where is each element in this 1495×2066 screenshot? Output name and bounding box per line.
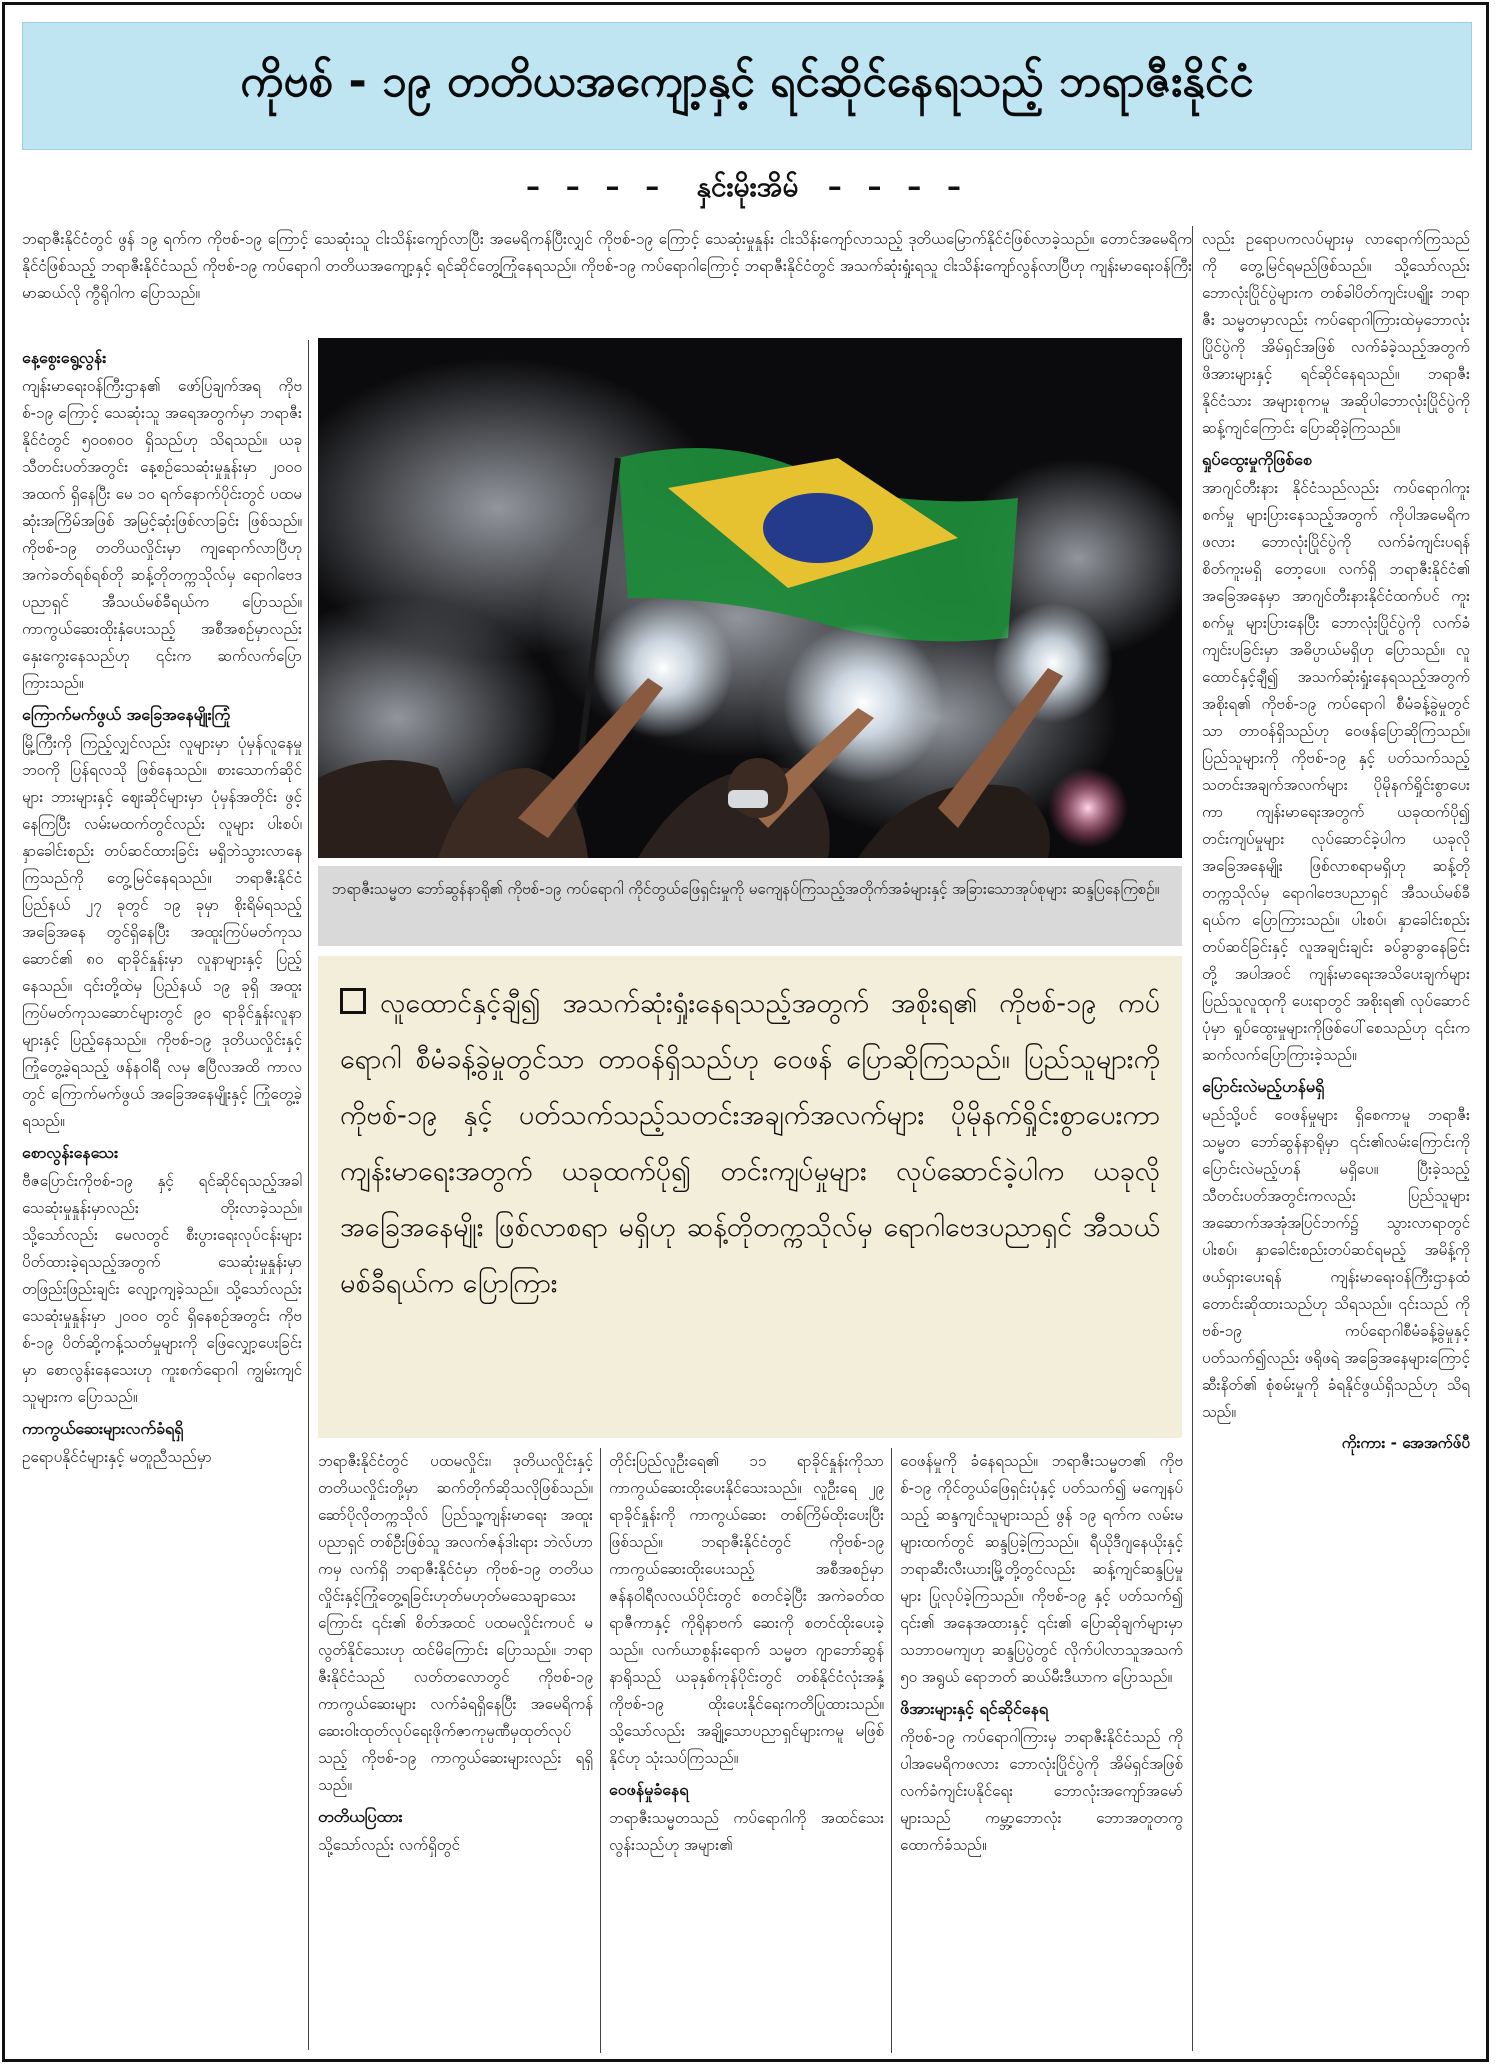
pull-quote <box>318 956 1182 1438</box>
article-paragraph: ဗီဇပြောင်းကိုဗစ်-၁၉ နှင့် ရင်ဆိုင်ရသည့်အခါ သေဆုံးမှုနှုန်းမှာလည်း တိုးလာခဲ့သည်။ သို့သော်လည်း မေလတွင် စီးပွားရေးလုပ်ငန်းများ ပိတ်ထားခဲ့ရသည့်အတွက် သေဆုံးမှုနှုန်းမှာ တဖြည်းဖြည်းချင်း လျော့ကျခဲ့သည်။ သို့သော်လည်း သေဆုံးမှုနှုန်းမှာ ၂၀၀၀ တွင် ရှိနေစဉ်အတွင်း ကိုဗစ်-၁၉ ပိတ်ဆို့ကန့်သတ်မှုများကို ဖြေလျှော့ပေးခြင်းမှာ စောလွန်းနေသေးဟု ကူးစက်ရောဂါ ကျွမ်းကျင်သူများက ပြောသည်။ <box>22 1172 302 1406</box>
protest-flares-image <box>318 338 1182 858</box>
section-heading: တတိယပြထား <box>318 1807 403 1826</box>
pull-quote-text: လူထောင်နှင့်ချီ၍ အသက်ဆုံးရှုံးနေရသည့်အတွက် အစိုးရ၏ ကိုဗစ်-၁၉ ကပ်ရောဂါ စီမံခန့်ခွဲမှုတွင်သာ တာဝန်ရှိသည်ဟု ဝေဖန် ပြောဆိုကြသည်။ ပြည်သူများကို ကိုဗစ်-၁၉ နှင့် ပတ်သက်သည့်သတင်းအချက်အလက်များ ပိုမိုနက်ရှိုင်းစွာပေးကာ ကျန်းမာရေးအတွက် ယခုထက်ပို၍ တင်းကျပ်မှုများ လုပ်ဆောင်ခဲ့ပါက ယခုလို အခြေအနေမျိုး ဖြစ်လာစရာ မရှိဟု ဆန့်တိုတက္ကသိုလ်မှ ရောဂါဗေဒပညာရှင် အီသယ်မစ်ခီရယ်က ပြောကြား <box>340 988 1160 1299</box>
byline-author: နှင်းမိုးအိမ် <box>696 170 799 203</box>
article-paragraph: သို့သော်လည်း လက်ရှိတွင် <box>318 1836 460 1854</box>
section-heading: ရှုပ်ထွေးမှုကိုဖြစ်စေ <box>1202 450 1312 469</box>
section-heading: စောလွန်းနေသေး <box>22 1143 119 1162</box>
byline <box>0 168 1495 210</box>
article-paragraph: မည်သို့ပင် ဝေဖန်မှုများ ရှိစေကာမူ ဘရာဇီးသမ္မတ ဘော်ဆွန်နာရိုမှာ ၎င်း၏လမ်းကြောင်းကို ပြောင်းလဲမည့်ဟန် မရှိပေ။ ပြီးခဲ့သည့် သီတင်းပတ်အတွင်းကလည်း ပြည်သူများ အဆောက်အအုံအပြင်ဘက်၌ သွားလာရာတွင် ပါးစပ်၊ နှာခေါင်းစည်းတပ်ဆင်ရမည့် အမိန့်ကို ဖယ်ရှားပေးရန် ကျန်းမာရေးဝန်ကြီးဌာနထံ တောင်းဆိုထားသည်ဟု သိရသည်။ ၎င်းသည် ကိုဗစ်-၁၉ ကပ်ရောဂါစီမံခန့်ခွဲမှုနှင့် ပတ်သက်၍လည်း ဖရိုဖရဲ အခြေအနေများကြောင့် ဆီးနိတ်၏ စုံစမ်းမှုကို ခံရနိုင်ဖွယ်ရှိသည်ဟု သိရသည်။ <box>1202 1106 1470 1421</box>
section-heading: ပြောင်းလဲမည့်ဟန်မရှိ <box>1202 1077 1325 1096</box>
protest-photo <box>318 338 1182 858</box>
section-heading: ဖိအားများနှင့် ရင်ဆိုင်နေရ <box>900 1699 1049 1718</box>
bottom-column-1 <box>318 1448 593 2053</box>
left-column <box>22 340 302 2050</box>
article-paragraph: ကိုဗစ်-၁၉ ကပ်ရောဂါကြားမှ ဘရာဇီးနိုင်ငံသည် ကိုပါအမေရိကဖလား ဘောလုံးပြိုင်ပွဲကို အိမ်ရှင်အဖြစ် လက်ခံကျင်းပနိုင်ရေး ဘောလုံးအကျော်အမော်များသည် ကမ္ဘာ့ဘောလုံး ဘောအတူတကွ ထောက်ခံသည်။ <box>900 1728 1183 1854</box>
column-divider <box>308 340 309 2050</box>
intro-text: ဘရာဇီးနိုင်ငံတွင် ဖွန် ၁၉ ရက်က ကိုဗစ်-၁၉ ကြောင့် သေဆုံးသူ ငါးသိန်းကျော်လာပြီး အမေရိကန်ပြီးလျှင် ကိုဗစ်-၁၉ ကြောင့် သေဆုံးမှုနှုန်း ငါးသိန်းကျော်လာသည့် ဒုတိယမြောက်နိုင်ငံဖြစ်လာခဲ့သည်။ တောင်အမေရိကနိုင်ငံဖြစ်သည့် ဘရာဇီးနိုင်ငံသည် ကိုဗစ်-၁၉ ကပ်ရောဂါ တတိယအကျော့နှင့် ရင်ဆိုင်တွေ့ကြုံနေရသည်။ ကိုဗစ်-၁၉ ကပ်ရောဂါကြောင့် ဘရာဇီးနိုင်ငံတွင် အသက်ဆုံးရှုံးရသူ ငါးသိန်းကျော်လွန်လာပြီဟု ကျန်းမာရေးဝန်ကြီး မာဆယ်လို ကွီရိုဂါက ပြောသည်။ <box>22 230 1192 302</box>
photo-caption-text: ဘရာဇီးသမ္မတ ဘော်ဆွန်နာရို၏ ကိုဗစ်-၁၉ ကပ်ရောဂါ ကိုင်တွယ်ဖြေရှင်းမှုကို မကျေနပ်ကြသည့်အတိုက်အခံများနှင့် အခြားသောအုပ်စုများ ဆန္ဒပြနေကြစဉ်။ <box>332 880 1160 898</box>
article-paragraph: ဝေဖန်မှုကို ခံနေရသည်။ ဘရာဇီးသမ္မတ၏ ကိုဗစ်-၁၉ ကိုင်တွယ်ဖြေရှင်းပုံနှင့် ပတ်သက်၍ မကျေနပ်သည့် ဆန္ဒကျင်သူများသည် ဖွန် ၁၉ ရက်က လမ်းမများထက်တွင် ဆန္ဒပြခဲ့ကြသည်။ ရီယိုဒီဂျနေယိုးနှင့် ဘရာဆီးလီးယားမြို့တို့တွင်လည်း ဆန့်ကျင်ဆန္ဒပြမှုများ ပြုလုပ်ခဲ့ကြသည်။ ကိုဗစ်-၁၉ နှင့် ပတ်သက်၍ ၎င်း၏ အနေအထားနှင့် ၎င်း၏ ပြောဆိုချက်များမှာ သဘာဝမကျဟု ဆန္ဒပြပွဲတွင် လိုက်ပါလာသူအသက် ၅၀ အရွယ် ရောဘတ် ဆယ်မီးဒီယာက ပြောသည်။ <box>900 1452 1183 1686</box>
intro-paragraph <box>22 226 1192 336</box>
source-credit: ကိုးကား - အေအက်ဖ်ပီ <box>1341 1434 1470 1452</box>
column-divider <box>891 1448 892 2053</box>
photo-caption <box>318 866 1182 946</box>
section-heading: ဝေဖန်မှုခံနေရ <box>609 1780 689 1799</box>
bottom-column-2 <box>609 1448 884 2053</box>
byline-dashes-left: – – – – <box>526 170 668 203</box>
byline-dashes-right: – – – – <box>827 170 969 203</box>
section-heading: နေ့စွေးရွေ့လွန်း <box>22 348 107 367</box>
article-paragraph: အာဂျင်တီးနား နိုင်ငံသည်လည်း ကပ်ရောဂါကူးစက်မှု များပြားနေသည့်အတွက် ကိုပါအမေရိကဖလား ဘောလုံးပြိုင်ပွဲကို လက်ခံကျင်းပရန် စိတ်ကူးမရှိ တော့ပေ။ လက်ရှိ ဘရာဇီးနိုင်ငံ၏ အခြေအနေမှာ အာဂျင်တီးနားနိုင်ငံထက်ပင် ကူးစက်မှု များပြားနေပြီး ဘောလုံးပြိုင်ပွဲကို လက်ခံကျင်းပခြင်းမှာ အဓိပ္ပာယ်မရှိဟု ပြောသည်။ လူထောင်နှင့်ချီ၍ အသက်ဆုံးရှုံးနေရသည့်အတွက် အစိုးရ၏ ကိုဗစ်-၁၉ ကပ်ရောဂါ စီမံခန့်ခွဲမှုတွင်သာ တာဝန်ရှိသည်ဟု ဝေဖန်ပြောဆိုကြသည်။ ပြည်သူများကို ကိုဗစ်-၁၉ နှင့် ပတ်သက်သည့်သတင်းအချက်အလက်များ ပိုမိုနက်ရှိုင်းစွာပေးကာ ကျန်းမာရေးအတွက် ယခုထက်ပို၍ တင်းကျပ်မှုများ လုပ်ဆောင်ခဲ့ပါက ယခုလို အခြေအနေမျိုး ဖြစ်လာစရာမရှိဟု ဆန့်တိုတက္ကသိုလ်မှ ရောဂါဗေဒပညာရှင် အီသယ်မစ်ခီရယ်က ပြောကြားသည်။ ပါးစပ်၊ နှာခေါင်းစည်း တပ်ဆင်ခြင်းနှင့် လူအချင်းချင်း ခပ်ခွာခွာနေခြင်းတို့ အပါအဝင် ကျန်းမာရေးအသိပေးချက်များ ပြည်သူလူထုကို ပေးရာတွင် အစိုးရ၏ လုပ်ဆောင်ပုံမှာ ရှုပ်ထွေးမှုများကိုဖြစ်ပေါ်စေသည်ဟု ၎င်းက ဆက်လက်ပြောကြားခဲ့သည်။ <box>1202 479 1470 1064</box>
headline: ကိုဗစ် - ၁၉ တတိယအကျော့နှင့် ရင်ဆိုင်နေရသည့် ဘရာဇီးနိုင်ငံ <box>240 56 1254 107</box>
article-paragraph: တိုင်းပြည်လူဦးရေ၏ ၁၁ ရာခိုင်နှုန်းကိုသာ ကာကွယ်ဆေးထိုးပေးနိုင်သေးသည်။ လူဦးရေ ၂၉ ရာခိုင်နှုန်းကို ကာကွယ်ဆေး တစ်ကြိမ်ထိုးပေးပြီးဖြစ်သည်။ ဘရာဇီးနိုင်ငံတွင် ကိုဗစ်-၁၉ ကာကွယ်ဆေးထိုးပေးသည့် အစီအစဉ်မှာ ဇန်နဝါရီလလယ်ပိုင်းတွင် စတင်ခဲ့ပြီး အကဲခတ်ထရာဇီကာနှင့် ကိုရိုနာဗက် ဆေးကို စတင်ထိုးပေးခဲ့သည်။ လက်ယာစွန်းရောက် သမ္မတ ဂျာဘော်ဆွန်နာရိုသည် ယခုနှစ်ကုန်ပိုင်းတွင် တစ်နိုင်ငံလုံးအနှံ့ ကိုဗစ်-၁၉ ထိုးပေးနိုင်ရေးကတိပြုထားသည်။ သို့သော်လည်း အချို့သောပညာရှင်များကမူ မဖြစ်နိုင်ဟု သုံးသပ်ကြသည်။ <box>609 1452 884 1767</box>
section-heading: ကာကွယ်ဆေးများလက်ခံရရှိ <box>22 1419 184 1438</box>
article-paragraph: လည်း ဥရောပကလပ်များမှ လာရောက်ကြသည်ကို တွေ့မြင်ရမည်ဖြစ်သည်။ သို့သော်လည်း ဘောလုံးပြိုင်ပွဲများက တစ်ခါပိတ်ကျင်းပရျိုး ဘရာဇီး သမ္မတမှာလည်း ကပ်ရောဂါကြားထဲမှဘောလုံးပြိုင်ပွဲကို အိမ်ရှင်အဖြစ် လက်ခံခဲ့သည့်အတွက် ဖိအားများနှင့် ရင်ဆိုင်နေရသည်။ ဘရာဇီးနိုင်ငံသား အများစုကမူ အဆိုပါဘောလုံးပြိုင်ပွဲကို ဆန့်ကျင်ကြောင်း ပြောဆိုခဲ့ကြသည်။ <box>1202 230 1470 437</box>
right-column <box>1202 226 1470 2051</box>
article-paragraph: ကျန်းမာရေးဝန်ကြီးဌာန၏ ဖော်ပြချက်အရ ကိုဗစ်-၁၉ ကြောင့် သေဆုံးသူ အရေအတွက်မှာ ဘရာဇီးနိုင်ငံတွင် ၅၀၀၈၀၀ ရှိသည်ဟု သိရသည်။ ယခု သီတင်းပတ်အတွင်း နေ့စဉ်သေဆုံးမှုနှုန်းမှာ ၂၀၀၀ အထက် ရှိနေပြီး မေ ၁၀ ရက်နောက်ပိုင်းတွင် ပထမဆုံးအကြိမ်အဖြစ် အမြင့်ဆုံးဖြစ်လာခြင်း ဖြစ်သည်။ ကိုဗစ်-၁၉ တတိယလှိုင်းမှာ ကျရောက်လာပြီဟု အကဲခတ်ရစ်ရစ်တို ဆန့်တိုတက္ကသိုလ်မှ ရောဂါဗေဒပညာရှင် အီသယ်မစ်ခီရယ်က ပြောသည်။ ကာကွယ်ဆေးထိုးနှံပေးသည့် အစီအစဉ်မှာလည်း နှေးကွေးနေသည်ဟု ၎င်းက ဆက်လက်ပြောကြားသည်။ <box>22 377 302 692</box>
section-heading: ကြောက်မက်ဖွယ် အခြေအနေမျိုးကြုံ <box>22 705 231 724</box>
checkbox-bullet-icon <box>340 988 366 1014</box>
article-paragraph: ဘရာဇီးသမ္မတသည် ကပ်ရောဂါကို အထင်သေးလွန်းသည်ဟု အများ၏ <box>609 1809 884 1854</box>
article-paragraph: ဥရောပနိုင်ငံများနှင့် မတူညီသည်မှာ <box>22 1448 212 1466</box>
article-paragraph: မြို့ကြီးကို ကြည့်လျှင်လည်း လူများမှာ ပုံမှန်လူနေမှုဘဝကို ပြန်ရလသို ဖြစ်နေသည်။ စားသောက်ဆိုင်များ ဘားများနှင့် ဈေးဆိုင်များမှာ ပုံမှန်အတိုင်း ဖွင့်နေကြပြီး လမ်းမထက်တွင်လည်း လူများ ပါးစပ်၊ နှာခေါင်းစည်း တပ်ဆင်ထားခြင်း မရှိဘဲသွားလာနေကြသည်ကို တွေ့မြင်နေရသည်။ ဘရာဇီးနိုင်ငံ ပြည်နယ် ၂၇ ခုတွင် ၁၉ ခုမှာ စိုးရိမ်ရသည့် အခြေအနေ တွင်ရှိနေပြီး အထူးကြပ်မတ်ကုသဆောင်၏ ၈၀ ရာခိုင်နှုန်းမှာ လူနာများနှင့် ပြည့်နေသည်။ ၎င်းတို့ထဲမှ ပြည်နယ် ၁၉ ခုရှိ အထူးကြပ်မတ်ကုသဆောင်များတွင် ၉၀ ရာခိုင်နှုန်းလူနာများနှင့် ပြည့်နေသည်။ ကိုဗစ်-၁၉ ဒုတိယလှိုင်းနှင့် ကြုံတွေ့ခဲ့ရသည့် ဖန်နဝါရီ လမှ ဧပြီလအထိ ကာလတွင် ကြောက်မက်ဖွယ် အခြေအနေမျိုးနှင့် ကြုံတွေ့ခဲ့ရသည်။ <box>22 734 302 1130</box>
headline-banner <box>22 22 1472 150</box>
column-divider <box>1192 226 1193 2051</box>
column-divider <box>600 1448 601 2053</box>
article-paragraph: ဘရာဇီးနိုင်ငံတွင် ပထမလှိုင်း၊ ဒုတိယလှိုင်းနှင့် တတိယလှိုင်းတို့မှာ ဆက်တိုက်ဆိုသလိုဖြစ်သည်။ ဆော်ပိုလိုတက္ကသိုလ် ပြည်သူ့ကျန်းမာရေး အထူးပညာရှင် တစ်ဦးဖြစ်သူ အလက်ဇန်ဒါးရား ဘဲလ်ဟာကမှ လက်ရှိ ဘရာဇီးနိုင်ငံမှာ ကိုဗစ်-၁၉ တတိယလှိုင်းနှင့်ကြုံတွေ့ရခြင်းဟုတ်မဟုတ်မသေချာသေးကြောင်း ၎င်း၏ စိတ်အထင် ပထမလှိုင်းကပင် မလွတ်နိုင်သေးဟု ထင်မိကြောင်း ပြောသည်။ ဘရာဇီးနိုင်ငံသည် လတ်တလောတွင် ကိုဗစ်-၁၉ ကာကွယ်ဆေးများ လက်ခံရရှိနေပြီး အမေရိကန် ဆေးဝါးထုတ်လုပ်ရေးဖိုက်ဇာကုမ္ပဏီမှထုတ်လုပ်သည့် ကိုဗစ်-၁၉ ကာကွယ်ဆေးများလည်း ရရှိသည်။ <box>318 1452 593 1794</box>
bottom-column-3 <box>900 1448 1183 2053</box>
